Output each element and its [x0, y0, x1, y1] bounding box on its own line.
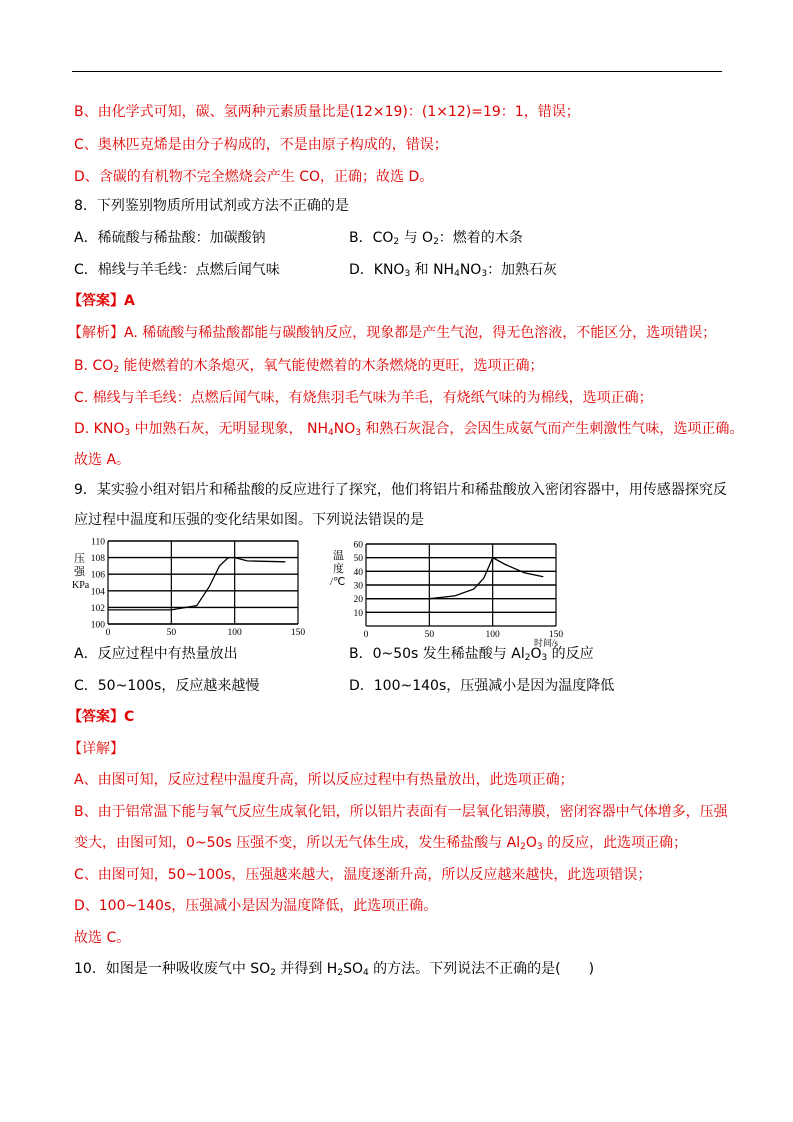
- q9-detail-c: C、由图可知，50~100s，压强越来越大，温度逐渐升高，所以反应越来越快，此选项错误；: [74, 867, 652, 883]
- q8-option-c: C．棉线与羊毛线：点燃后闻气味: [74, 262, 280, 278]
- q8-stem: 8．下列鉴别物质所用试剂或方法不正确的是: [74, 198, 349, 214]
- q7-analysis-b: B、由化学式可知，碳、氢两种元素质量比是(12×19)：(1×12)=19：1，错误；: [74, 104, 580, 120]
- q8-conclusion: 故选 A。: [74, 452, 131, 468]
- temperature-ytick-2: 30: [353, 581, 363, 592]
- pressure-chart: [72, 537, 317, 641]
- q7-analysis-d: D、含碳的有机物不完全燃烧会产生 CO，正确；故选 D。: [74, 169, 434, 185]
- q9-detail-b1: B、由于铝常温下能与氧气反应生成氧化铝，所以铝片表面有一层氧化铝薄膜，密闭容器中气体增多，压强: [74, 804, 728, 820]
- q9-option-c: C．50~100s，反应越来越慢: [74, 678, 260, 694]
- pressure-xtick-0: 0: [105, 628, 111, 638]
- pressure-ylabel-1: 压: [74, 553, 85, 565]
- temperature-ylabel-3: /℃: [330, 576, 346, 588]
- q7-analysis-c: C、奥林匹克烯是由分子构成的，不是由原子构成的，错误；: [74, 137, 448, 153]
- pressure-xtick-2: 100: [227, 628, 242, 638]
- pressure-chart-svg: [72, 537, 317, 637]
- pressure-ytick-3: 106: [90, 570, 105, 581]
- q9-option-d: D．100~140s，压强减小是因为温度降低: [349, 678, 615, 694]
- q9-detail-b2: 变大，由图可知，0~50s 压强不变，所以无气体生成，发生稀盐酸与 $Al_2O_3$ 的反应，此选项正确；: [74, 835, 688, 852]
- q9-detail-a: A、由图可知，反应过程中温度升高，所以反应过程中有热量放出，此选项正确；: [74, 772, 574, 788]
- q8-answer: 【答案】A: [68, 293, 135, 309]
- pressure-ytick-4: 108: [90, 554, 105, 565]
- q9-conclusion: 故选 C。: [74, 930, 131, 946]
- q9-detail-d: D、100~140s，压强减小是因为温度降低，此选项正确。: [74, 898, 438, 914]
- temperature-series-line-0: [366, 558, 543, 599]
- pressure-ylabel-3: KPa: [72, 580, 90, 591]
- q9-option-b: B．0~50s 发生稀盐酸与 $Al_2O_3$ 的反应: [349, 646, 594, 663]
- temperature-ylabel-2: 度: [333, 563, 344, 575]
- temperature-chart: [330, 537, 575, 648]
- pressure-ytick-0: 100: [90, 620, 105, 631]
- temperature-chart-svg: [330, 537, 575, 648]
- q8-analysis-a: 【解析】A. 稀硫酸与稀盐酸都能与碳酸钠反应，现象都是产生气泡，得无色溶液，不能区分，选项错误；: [68, 325, 717, 341]
- pressure-ytick-1: 102: [90, 603, 105, 614]
- pressure-ylabel-2: 强: [74, 566, 85, 578]
- temperature-ylabel-1: 温: [333, 550, 344, 562]
- temperature-xlabel: 时间/s: [533, 638, 558, 648]
- q9-answer: 【答案】C: [68, 709, 135, 725]
- temperature-xtick-2: 100: [485, 630, 500, 640]
- temperature-ytick-0: 10: [353, 608, 363, 619]
- q9-stem-line2: 应过程中温度和压强的变化结果如图。下列说法错误的是: [74, 512, 424, 528]
- header-rule: [72, 71, 722, 72]
- q8-option-d: D．$KNO_3$ 和 $NH_4NO_3$：加熟石灰: [349, 262, 558, 279]
- q10-stem: 10．如图是一种吸收废气中 $SO_2$ 并得到 $H_2SO_4$ 的方法。下列说法不正确的是( ): [74, 961, 595, 978]
- q9-option-a: A．反应过程中有热量放出: [74, 646, 238, 662]
- pressure-ytick-2: 104: [90, 587, 105, 598]
- temperature-ytick-5: 60: [353, 540, 363, 551]
- pressure-series-line-0: [108, 558, 285, 610]
- pressure-ytick-5: 110: [91, 537, 105, 548]
- temperature-xtick-1: 50: [424, 630, 435, 640]
- q9-detail-title: 【详解】: [68, 741, 124, 757]
- temperature-xtick-0: 0: [363, 630, 369, 640]
- q8-option-b: B．$CO_2$ 与 $O_2$：燃着的木条: [349, 230, 523, 247]
- q9-stem-line1: 9．某实验小组对铝片和稀盐酸的反应进行了探究，他们将铝片和稀盐酸放入密闭容器中，用传感器探究反: [74, 482, 727, 498]
- q8-analysis-d: D. $KNO_3$ 中加熟石灰，无明显现象， $NH_4NO_3$ 和熟石灰混合，会因生成氨气而产生刺激性气味，选项正确。: [74, 421, 744, 438]
- pressure-xtick-1: 50: [166, 628, 177, 638]
- q8-option-a: A．稀硫酸与稀盐酸：加碳酸钠: [74, 230, 266, 246]
- pressure-xtick-3: 150: [290, 628, 306, 638]
- temperature-ytick-1: 20: [353, 595, 363, 606]
- temperature-xtick-3: 150: [548, 630, 564, 640]
- q8-analysis-c: C. 棉线与羊毛线：点燃后闻气味，有烧焦羽毛气味为羊毛，有烧纸气味的为棉线，选项正确；: [74, 390, 653, 406]
- q8-analysis-b: B. $CO_2$ 能使燃着的木条熄灭，氧气能使燃着的木条燃烧的更旺，选项正确；: [74, 358, 544, 375]
- temperature-ytick-3: 40: [353, 567, 363, 578]
- temperature-ytick-4: 50: [353, 554, 363, 565]
